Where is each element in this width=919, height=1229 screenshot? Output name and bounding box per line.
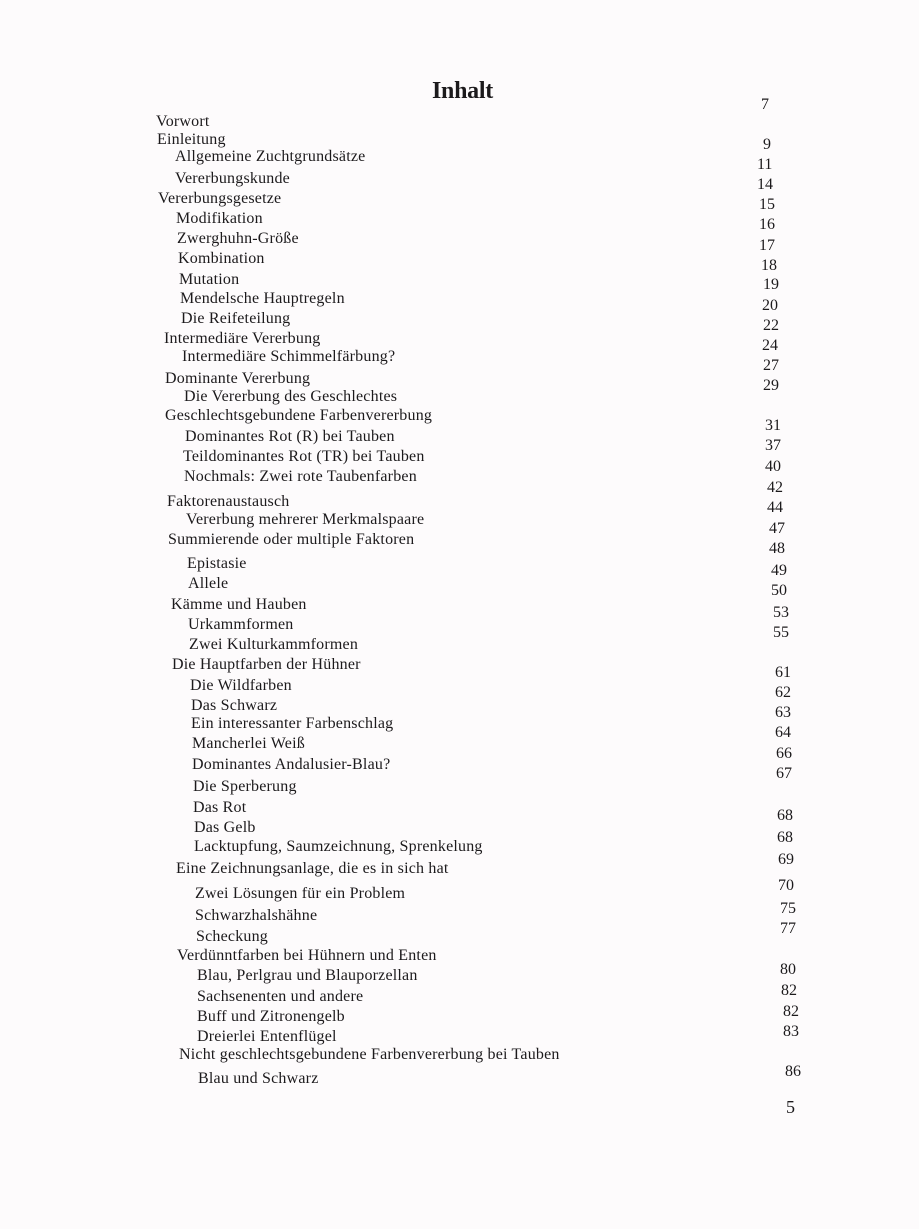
toc-chapter: Kämme und Hauben: [171, 596, 307, 613]
toc-subentry: Die Wildfarben: [190, 677, 292, 694]
toc-subentry: Buff und Zitronengelb: [197, 1008, 345, 1025]
toc-chapter: Summierende oder multiple Faktoren: [168, 531, 415, 548]
toc-subentry: Dreierlei Entenflügel: [197, 1028, 337, 1045]
toc-subentry: Dominantes Rot (R) bei Tauben: [185, 428, 395, 445]
toc-subentry: Blau, Perlgrau und Blauporzellan: [197, 967, 418, 984]
toc-page-number: 64: [775, 724, 791, 741]
toc-subentry: Mancherlei Weiß: [192, 735, 305, 752]
toc-page-number: 62: [775, 684, 791, 701]
toc-page-number: 29: [763, 377, 779, 394]
toc-chapter: Geschlechtsgebundene Farbenvererbung: [165, 407, 433, 424]
toc-chapter: Faktorenaustausch: [167, 493, 290, 510]
toc-page-number: 49: [771, 562, 787, 579]
page-folio: 5: [786, 1097, 795, 1117]
toc-subentry: Die Reifeteilung: [181, 310, 291, 327]
toc-page-number: 19: [763, 276, 779, 293]
toc-subentry: Ein interessanter Farbenschlag: [191, 715, 394, 732]
toc-page-number: 69: [778, 851, 794, 868]
toc-page-number: 7: [761, 96, 769, 113]
toc-page-number: 82: [783, 1003, 799, 1020]
toc-subentry: Vererbung mehrerer Merkmalspaare: [186, 511, 425, 528]
toc-page-number: 20: [762, 297, 778, 314]
toc-subentry: Urkammformen: [188, 616, 294, 633]
toc-chapter: Verdünntfarben bei Hühnern und Enten: [177, 947, 437, 964]
toc-page-number: 86: [785, 1063, 801, 1080]
toc-subentry: Zwei Lösungen für ein Problem: [195, 885, 406, 902]
toc-subentry: Allele: [188, 575, 229, 592]
toc-page-number: 55: [773, 624, 789, 641]
toc-chapter: Einleitung: [157, 131, 226, 148]
toc-page-number: 9: [763, 136, 771, 153]
toc-subentry: Vererbungskunde: [175, 170, 290, 187]
toc-page-number: 14: [757, 176, 773, 193]
toc-page-number: 11: [757, 156, 773, 173]
toc-page-number: 82: [781, 982, 797, 999]
toc-chapter: Vorwort: [156, 113, 210, 130]
toc-page-number: 77: [780, 920, 796, 937]
toc-subentry: Mendelsche Hauptregeln: [180, 290, 345, 307]
toc-page-number: 83: [783, 1023, 799, 1040]
toc-chapter: Vererbungsgesetze: [158, 190, 282, 207]
toc-subentry: Blau und Schwarz: [198, 1070, 319, 1087]
toc-page-number: 53: [773, 604, 789, 621]
toc-page-number: 31: [765, 417, 781, 434]
toc-page-number: 66: [776, 745, 792, 762]
toc-chapter: Die Hauptfarben der Hühner: [172, 656, 361, 673]
toc-page-number: 40: [765, 458, 781, 475]
toc-page-number: 75: [780, 900, 796, 917]
toc-chapter: Eine Zeichnungsanlage, die es in sich hat: [176, 860, 449, 877]
toc-subentry: Das Gelb: [194, 819, 256, 836]
toc-subentry: Zwerghuhn-Größe: [177, 230, 299, 247]
toc-page-number: 63: [775, 704, 791, 721]
toc-page-number: 47: [769, 520, 785, 537]
toc-subentry: Zwei Kulturkammformen: [189, 636, 359, 653]
toc-page-number: 50: [771, 582, 787, 599]
toc-chapter: Dominante Vererbung: [165, 370, 311, 387]
toc-subentry: Teildominantes Rot (TR) bei Tauben: [183, 448, 425, 465]
toc-page-number: 27: [763, 357, 779, 374]
toc-page-number: 44: [767, 499, 783, 516]
toc-subentry: Schwarzhalshähne: [195, 907, 318, 924]
toc-page-number: 68: [777, 807, 793, 824]
toc-subentry: Allgemeine Zuchtgrundsätze: [175, 148, 366, 165]
toc-chapter: Nicht geschlechtsgebundene Farbenvererbung bei Tauben: [179, 1046, 560, 1063]
toc-subentry: Mutation: [179, 271, 240, 288]
toc-page-number: 24: [762, 337, 778, 354]
page-title: Inhalt: [432, 78, 493, 104]
toc-subentry: Nochmals: Zwei rote Taubenfarben: [184, 468, 417, 485]
toc-page-number: 17: [759, 237, 775, 254]
toc-page-number: 16: [759, 216, 775, 233]
toc-page-number: 18: [761, 257, 777, 274]
toc-page-number: 22: [763, 317, 779, 334]
toc-subentry: Scheckung: [196, 928, 269, 945]
toc-subentry: Das Rot: [193, 799, 247, 816]
toc-page-number: 15: [759, 196, 775, 213]
toc-subentry: Intermediäre Schimmelfärbung?: [182, 348, 396, 365]
toc-subentry: Dominantes Andalusier-Blau?: [192, 756, 391, 773]
toc-subentry: Die Sperberung: [193, 778, 297, 795]
toc-subentry: Das Schwarz: [191, 697, 278, 714]
toc-subentry: Die Vererbung des Geschlechtes: [184, 388, 398, 405]
toc-chapter: Intermediäre Vererbung: [164, 330, 321, 347]
toc-subentry: Sachsenenten und andere: [197, 988, 364, 1005]
toc-subentry: Modifikation: [176, 210, 263, 227]
toc-page-number: 42: [767, 479, 783, 496]
toc-page-number: 48: [769, 540, 785, 557]
toc-page-number: 61: [775, 664, 791, 681]
toc-page-number: 37: [765, 437, 781, 454]
toc-subentry: Lacktupfung, Saumzeichnung, Sprenkelung: [194, 838, 483, 855]
toc-page-number: 70: [778, 877, 794, 894]
toc-page-number: 68: [777, 829, 793, 846]
toc-subentry: Epistasie: [187, 555, 247, 572]
toc-subentry: Kombination: [178, 250, 265, 267]
toc-page-number: 67: [776, 765, 792, 782]
toc-page-number: 80: [780, 961, 796, 978]
